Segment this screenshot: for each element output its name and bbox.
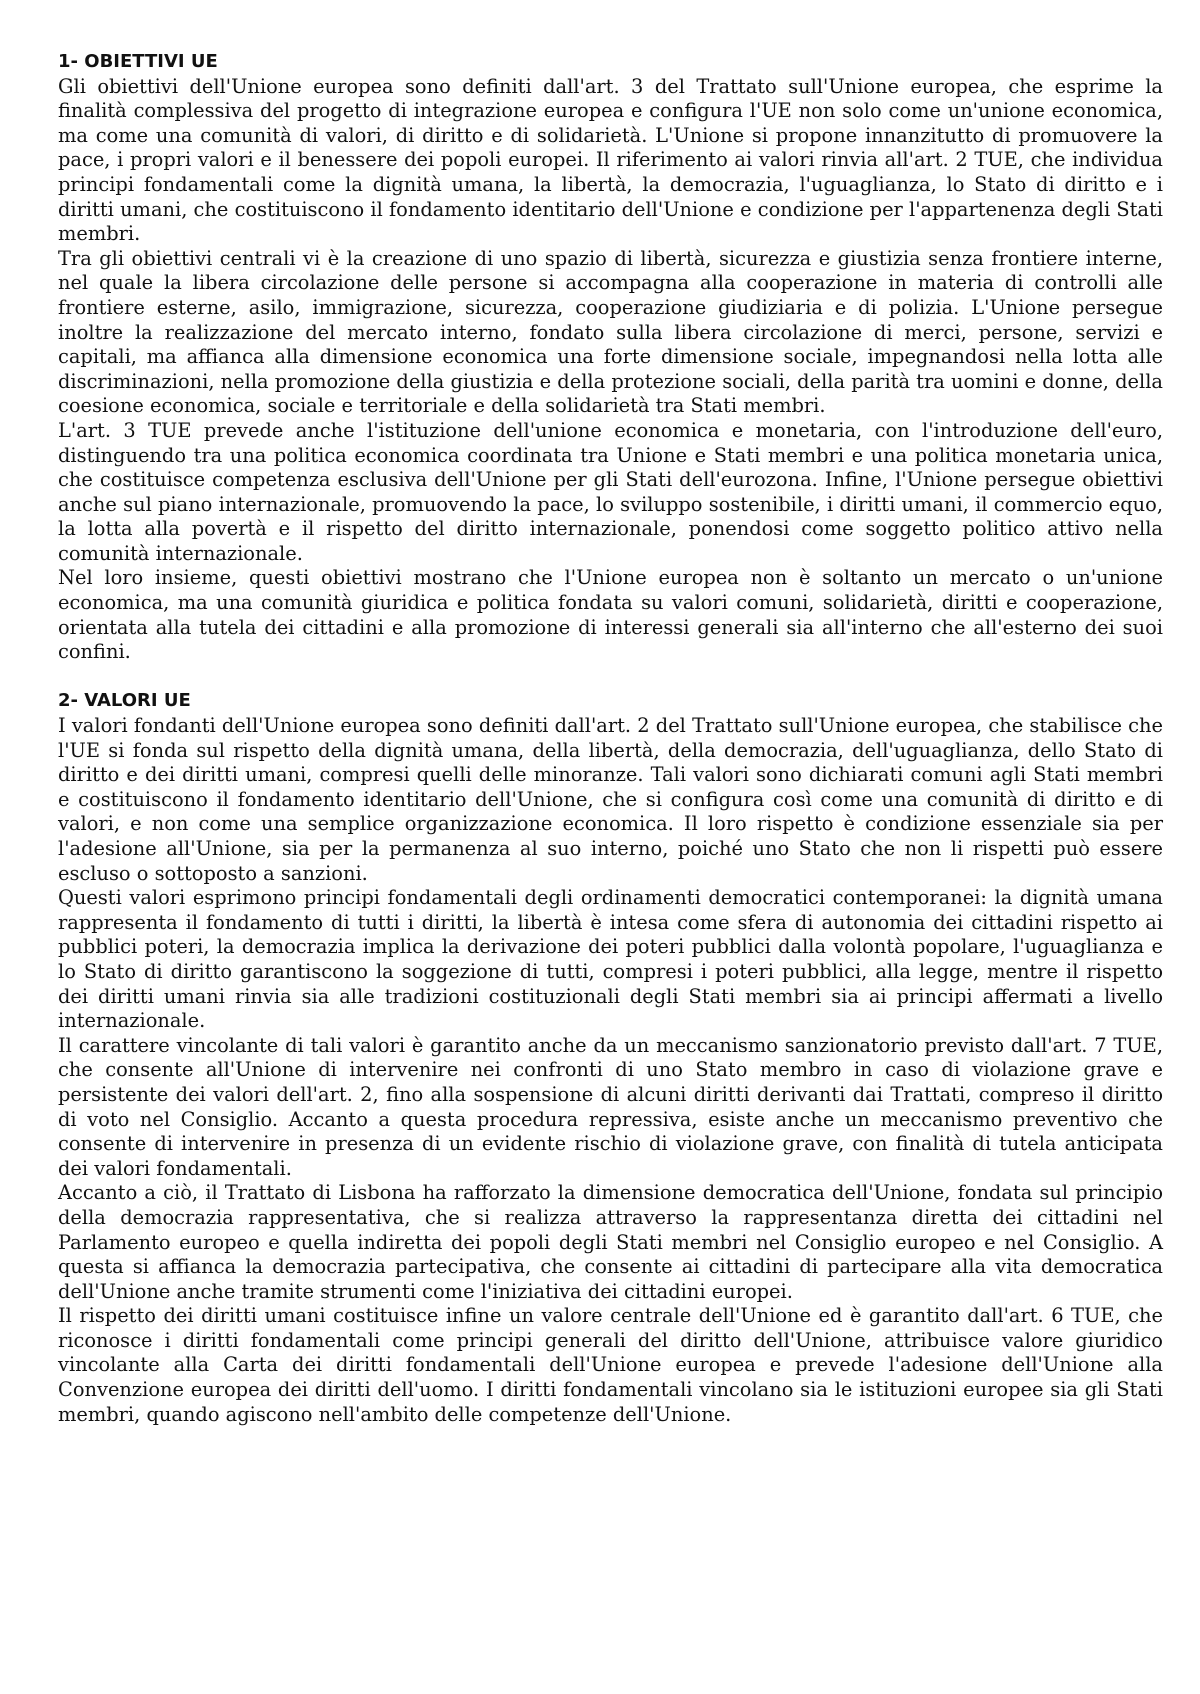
paragraph: Nel loro insieme, questi obiettivi mostrano che l'Unione europea non è soltanto un mercato o un'unione economica, ma una comunità giuridica e politica fondata su valori comuni, solidarietà, diritti e cooperazione, orientata alla tutela dei cittadini e alla promozione di interessi generali sia all'interno che all'esterno dei suoi confini. — [58, 566, 1163, 664]
paragraph: Accanto a ciò, il Trattato di Lisbona ha rafforzato la dimensione democratica dell'Unione, fondata sul principio della democrazia rappresentativa, che si realizza attraverso la rappresentanza diretta dei cittadini nel Parlamento europeo e quella indiretta dei popoli degli Stati membri nel Consiglio europeo e nel Consiglio. A questa si affianca la democrazia partecipativa, che consente ai cittadini di partecipare alla vita democratica dell'Unione anche tramite strumenti come l'iniziativa dei cittadini europei. — [58, 1181, 1163, 1303]
document-page — [58, 50, 1163, 1427]
paragraph: Tra gli obiettivi centrali vi è la creazione di uno spazio di libertà, sicurezza e giustizia senza frontiere interne, nel quale la libera circolazione delle persone si accompagna alla cooperazione in materia di controlli alle frontiere esterne, asilo, immigrazione, sicurezza, cooperazione giudiziaria e di polizia. L'Unione persegue inoltre la realizzazione del mercato interno, fondato sulla libera circolazione di merci, persone, servizi e capitali, ma affianca alla dimensione economica una forte dimensione sociale, impegnandosi nella lotta alle discriminazioni, nella promozione della giustizia e della protezione sociali, della parità tra uomini e donne, della coesione economica, sociale e territoriale e della solidarietà tra Stati membri. — [58, 246, 1163, 418]
paragraph: L'art. 3 TUE prevede anche l'istituzione dell'unione economica e monetaria, con l'introduzione dell'euro, distinguendo tra una politica economica coordinata tra Unione e Stati membri e una politica monetaria unica, che costituisce competenza esclusiva dell'Unione per gli Stati dell'eurozona. Infine, l'Unione persegue obiettivi anche sul piano internazionale, promuovendo la pace, lo sviluppo sostenibile, i diritti umani, il commercio equo, la lotta alla povertà e il rispetto del diritto internazionale, ponendosi come soggetto politico attivo nella comunità internazionale. — [58, 418, 1163, 565]
section-obiettivi — [58, 50, 1163, 665]
paragraph: I valori fondanti dell'Unione europea sono definiti dall'art. 2 del Trattato sull'Unione europea, che stabilisce che l'UE si fonda sul rispetto della dignità umana, della libertà, della democrazia, dell'uguaglianza, dello Stato di diritto e dei diritti umani, compresi quelli delle minoranze. Tali valori sono dichiarati comuni agli Stati membri e costituiscono il fondamento identitario dell'Unione, che si configura così come una comunità di diritto e di valori, e non come una semplice organizzazione economica. Il loro rispetto è condizione essenziale sia per l'adesione all'Unione, sia per la permanenza al suo interno, poiché uno Stato che non li rispetti può essere escluso o sottoposto a sanzioni. — [58, 714, 1163, 885]
section-valori — [58, 689, 1163, 1427]
paragraph: Questi valori esprimono principi fondamentali degli ordinamenti democratici contemporanei: la dignità umana rappresenta il fondamento di tutti i diritti, la libertà è intesa come sfera di autonomia dei cittadini rispetto ai pubblici poteri, la democrazia implica la derivazione dei poteri pubblici dalla volontà popolare, l'uguaglianza e lo Stato di diritto garantiscono la soggezione di tutti, compresi i poteri pubblici, alla legge, mentre il rispetto dei diritti umani rinvia sia alle tradizioni costituzionali degli Stati membri sia ai principi affermati a livello internazionale. — [58, 886, 1163, 1033]
paragraph: Il rispetto dei diritti umani costituisce infine un valore centrale dell'Unione ed è garantito dall'art. 6 TUE, che riconosce i diritti fondamentali come principi generali del diritto dell'Unione, attribuisce valore giuridico vincolante alla Carta dei diritti fondamentali dell'Unione europea e prevede l'adesione dell'Unione alla Convenzione europea dei diritti dell'uomo. I diritti fondamentali vincolano sia le istituzioni europee sia gli Stati membri, quando agiscono nell'ambito delle competenze dell'Unione. — [58, 1304, 1163, 1426]
section-heading: 2- VALORI UE — [58, 690, 191, 712]
paragraph: Il carattere vincolante di tali valori è garantito anche da un meccanismo sanzionatorio previsto dall'art. 7 TUE, che consente all'Unione di intervenire nei confronti di uno Stato membro in caso di violazione grave e persistente dei valori dell'art. 2, fino alla sospensione di alcuni diritti derivanti dai Trattati, compreso il diritto di voto nel Consiglio. Accanto a questa procedura repressiva, esiste anche un meccanismo preventivo che consente di intervenire in presenza di un evidente rischio di violazione grave, con finalità di tutela anticipata dei valori fondamentali. — [58, 1033, 1163, 1180]
section-heading: 1- OBIETTIVI UE — [58, 51, 218, 72]
paragraph: Gli obiettivi dell'Unione europea sono definiti dall'art. 3 del Trattato sull'Unione europea, che esprime la finalità complessiva del progetto di integrazione europea e configura l'UE non solo come un'unione economica, ma come una comunità di valori, di diritto e di solidarietà. L'Unione si propone innanzitutto di promuovere la pace, i propri valori e il benessere dei popoli europei. Il riferimento ai valori rinvia all'art. 2 TUE, che individua principi fondamentali come la dignità umana, la libertà, la democrazia, l'uguaglianza, lo Stato di diritto e i diritti umani, che costituiscono il fondamento identitario dell'Unione e condizione per l'appartenenza degli Stati membri. — [58, 74, 1163, 246]
